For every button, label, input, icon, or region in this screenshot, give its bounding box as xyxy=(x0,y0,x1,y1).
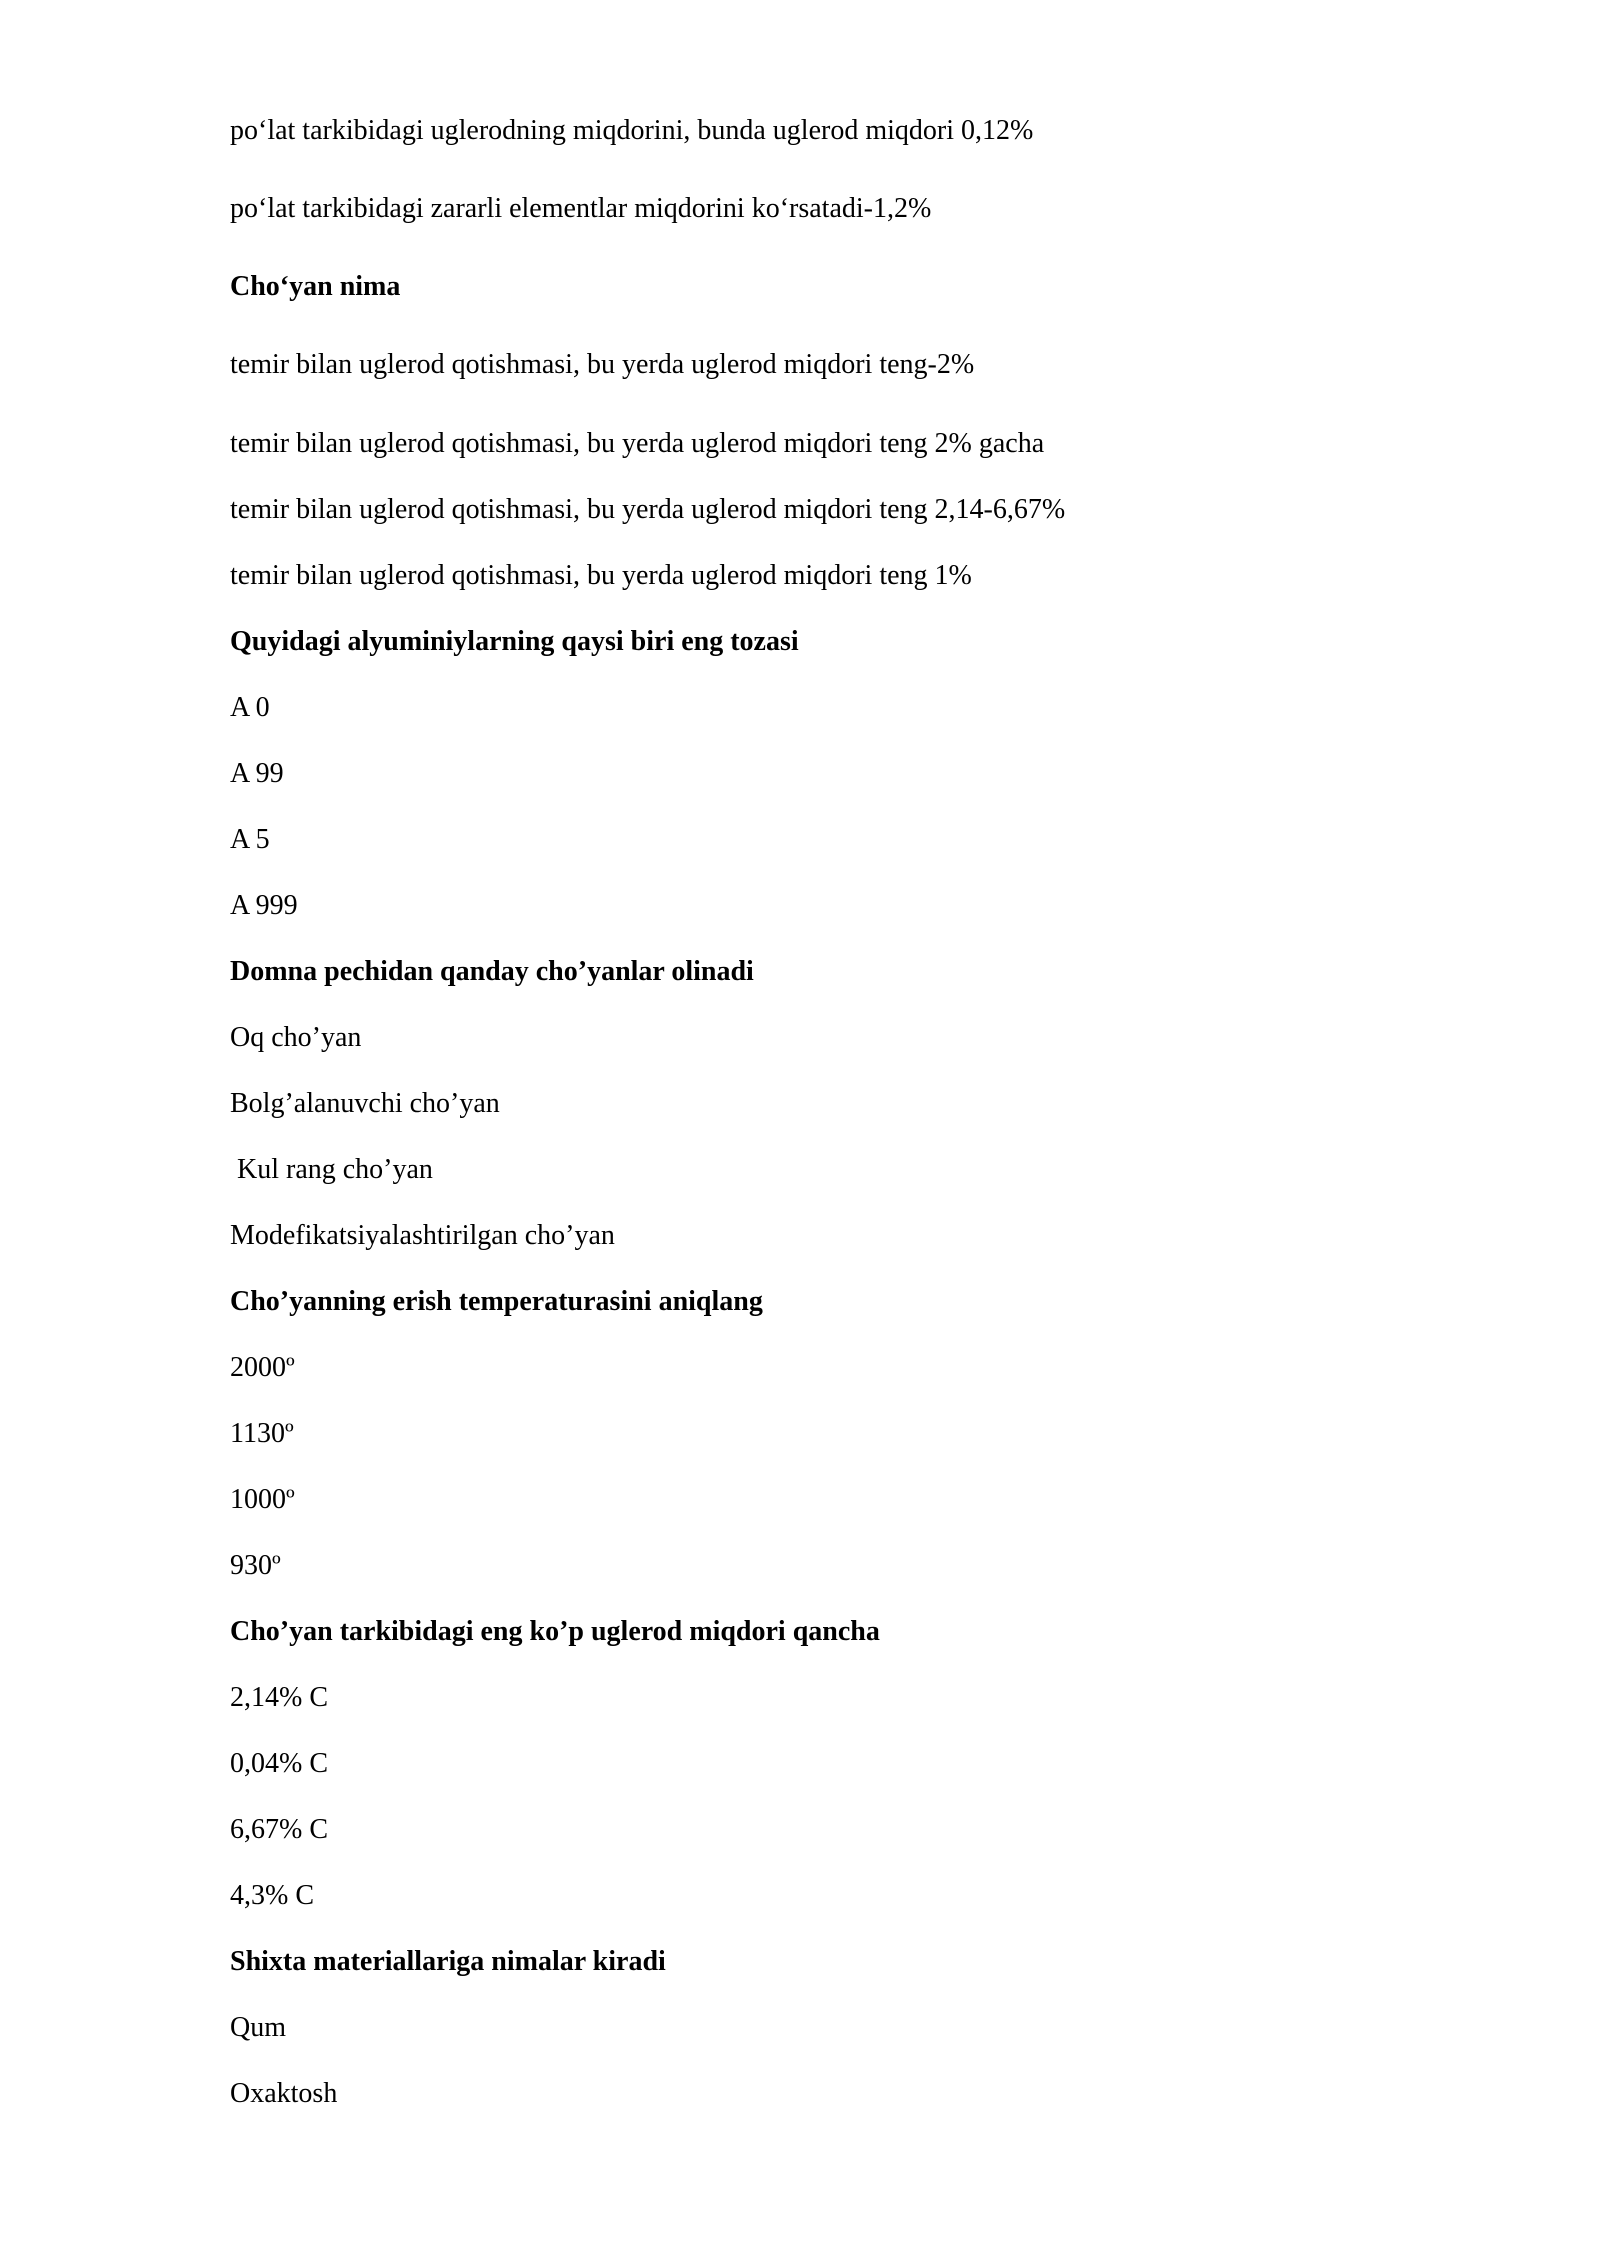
question-heading: Cho’yanning erish temperaturasini aniqlang xyxy=(230,1286,763,1317)
question-heading: Cho’yan tarkibidagi eng ko’p uglerod miqdori qancha xyxy=(230,1616,880,1647)
answer-option: temir bilan uglerod qotishmasi, bu yerda uglerod miqdori teng 1% xyxy=(230,560,972,591)
answer-option: A 999 xyxy=(230,890,298,921)
answer-option: 1000º xyxy=(230,1484,295,1515)
answer-option: temir bilan uglerod qotishmasi, bu yerda uglerod miqdori teng 2% gacha xyxy=(230,428,1045,459)
question-heading: Shixta materiallariga nimalar kiradi xyxy=(230,1946,666,1977)
answer-option: 6,67% C xyxy=(230,1814,328,1845)
answer-option: Kul rang cho’yan xyxy=(230,1154,433,1185)
answer-option: Oxaktosh xyxy=(230,2078,338,2109)
answer-option: Bolg’alanuvchi cho’yan xyxy=(230,1088,500,1119)
question-heading: Cho‘yan nima xyxy=(230,271,401,302)
question-heading: Quyidagi alyuminiylarning qaysi biri eng tozasi xyxy=(230,626,799,657)
answer-option: 4,3% C xyxy=(230,1880,314,1911)
answer-option: Qum xyxy=(230,2012,286,2043)
answer-option: 0,04% C xyxy=(230,1748,328,1779)
question-heading: Domna pechidan qanday cho’yanlar olinadi xyxy=(230,956,754,987)
answer-option: 2000º xyxy=(230,1352,295,1383)
answer-option: A 99 xyxy=(230,758,284,789)
answer-option: A 0 xyxy=(230,692,270,723)
answer-option: temir bilan uglerod qotishmasi, bu yerda uglerod miqdori teng-2% xyxy=(230,349,975,380)
text-line: po‘lat tarkibidagi zararli elementlar miqdorini ko‘rsatadi-1,2% xyxy=(230,193,932,224)
answer-option: temir bilan uglerod qotishmasi, bu yerda uglerod miqdori teng 2,14-6,67% xyxy=(230,494,1066,525)
answer-option: 1130º xyxy=(230,1418,294,1449)
answer-option: A 5 xyxy=(230,824,270,855)
answer-option: Modefikatsiyalashtirilgan cho’yan xyxy=(230,1220,615,1251)
answer-option: 2,14% C xyxy=(230,1682,328,1713)
answer-option: Oq cho’yan xyxy=(230,1022,362,1053)
text-line: po‘lat tarkibidagi uglerodning miqdorini, bunda uglerod miqdori 0,12% xyxy=(230,115,1034,146)
answer-option: 930º xyxy=(230,1550,281,1581)
